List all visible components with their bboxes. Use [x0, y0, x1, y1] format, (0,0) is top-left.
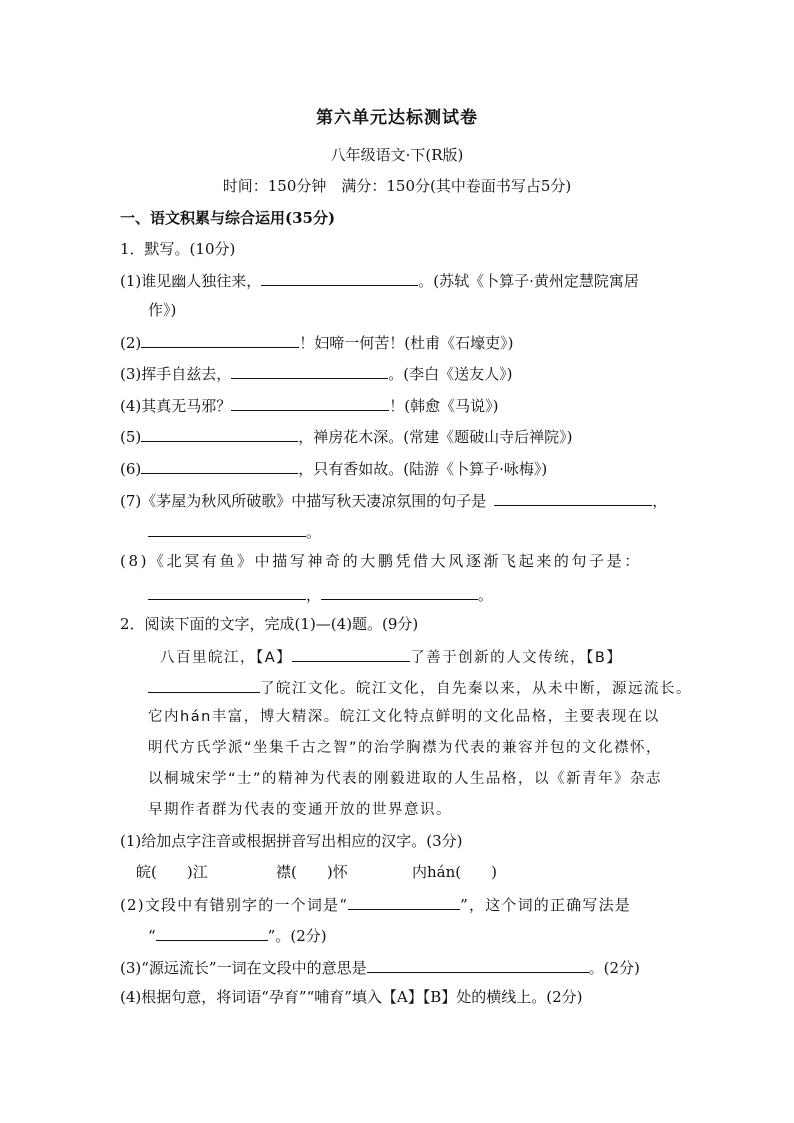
passage-line-1b: 了善于创新的人文传统，【B】	[410, 650, 623, 666]
answer-blank[interactable]	[348, 893, 460, 910]
answer-blank[interactable]	[321, 583, 478, 600]
q1-item-3	[120, 362, 512, 384]
q1-item-2-pre: (2)	[120, 334, 142, 352]
subtitle: 八年级语文·下(R版)	[330, 146, 464, 164]
answer-blank[interactable]	[156, 924, 268, 941]
q1-item-4-post: ！(韩愈《马说》)	[389, 397, 499, 415]
q2-sub-2	[120, 893, 631, 915]
q1-stem: 1．默写。(10分)	[120, 240, 236, 258]
q1-item-1-cont: 作》)	[148, 301, 177, 319]
section-heading: 一、语文积累与综合运用(35分)	[120, 209, 336, 227]
blank-a[interactable]	[292, 645, 410, 662]
q2-sub-2-cont	[148, 924, 327, 946]
q1-item-7	[120, 489, 667, 511]
q2-sub-2-mid: ”，这个词的正确写法是	[460, 896, 631, 914]
q1-item-8-cont	[148, 583, 493, 605]
exam-meta: 时间：150分钟 满分：150分(其中卷面书写占5分)	[222, 177, 572, 195]
answer-blank[interactable]	[148, 583, 306, 600]
q1-item-5-pre: (5)	[120, 428, 142, 446]
passage-line-4: 明代方氏学派“坐集千古之智”的治学胸襟为代表的兼容并包的文化襟怀，	[148, 740, 663, 756]
q2-sub-3-pre: (3)“源远流长”一词在文段中的意思是	[120, 959, 367, 977]
q2-sub-4: (4)根据句意，将词语“孕育”“哺育”填入【A】【B】处的横线上。(2分)	[120, 988, 583, 1006]
q1-item-2-post: ！妇啼一何苦！(杜甫《石壕吏》)	[299, 334, 514, 352]
q1-item-8-end: 。	[478, 586, 494, 604]
q2-sub-3-post: 。(2分)	[588, 959, 640, 977]
q1-item-4	[120, 394, 498, 416]
passage-line-1a: 八百里皖江，【A】	[160, 650, 293, 666]
q2-sub-3	[120, 956, 640, 978]
q1-item-1	[120, 269, 639, 291]
q1-item-8: (8)《北冥有鱼》中描写神奇的大鹏凭借大风逐渐飞起来的句子是：	[120, 552, 642, 570]
q2-sub-2-open: “	[148, 927, 156, 945]
answer-blank[interactable]	[231, 394, 389, 411]
q1-item-6-pre: (6)	[120, 460, 142, 478]
passage-line-3: 它内hán丰富，博大精深。皖江文化特点鲜明的文化品格，主要表现在以	[148, 709, 660, 725]
q1-item-1-pre: (1)谁见幽人独往来，	[120, 272, 262, 290]
passage-line-2	[148, 676, 692, 699]
answer-blank[interactable]	[261, 269, 418, 286]
q1-item-7-end: 。	[306, 523, 322, 541]
answer-blank[interactable]	[141, 457, 298, 474]
q1-item-3-pre: (3)挥手自兹去，	[120, 365, 232, 383]
q2-sub-1-item-a: 皖( )江	[136, 863, 208, 881]
passage-line-2b: 了皖江文化。皖江文化，自先秦以来，从未中断，源远流长。	[260, 681, 692, 697]
q2-sub-1: (1)给加点字注音或根据拼音写出相应的汉字。(3分)	[120, 832, 463, 850]
q2-sub-1-item-c: 内hán( )	[412, 863, 497, 881]
passage-line-5: 以桐城宋学“士”的精神为代表的刚毅进取的人生品格，以《新青年》杂志	[148, 771, 663, 787]
q1-item-3-post: 。(李白《送友人》)	[388, 365, 513, 383]
q1-item-2	[120, 331, 513, 353]
answer-blank[interactable]	[231, 362, 388, 379]
answer-blank[interactable]	[148, 520, 306, 537]
blank-b[interactable]	[148, 676, 260, 693]
q1-item-7-pre: (7)《茅屋为秋风所破歌》中描写秋天凄凉氛围的句子是	[120, 492, 487, 510]
q1-item-4-pre: (4)其真无马邪？	[120, 397, 232, 415]
q1-item-1-post: 。(苏轼《卜算子·黄州定慧院寓居	[418, 272, 639, 290]
q2-stem: 2．阅读下面的文字，完成(1)—(4)题。(9分)	[120, 615, 419, 633]
q1-item-7-post: ，	[652, 492, 668, 510]
answer-blank[interactable]	[141, 425, 298, 442]
q1-item-8-mid: ，	[306, 586, 322, 604]
q2-sub-1-item-b: 襟( )怀	[276, 863, 348, 881]
page-title: 第六单元达标测试卷	[316, 108, 478, 128]
q2-sub-2-post: ”。(2分)	[267, 927, 327, 945]
q2-sub-2-pre: (2)文段中有错别字的一个词是“	[120, 896, 349, 914]
q1-item-6	[120, 457, 547, 479]
passage-line-6: 早期作者群为代表的变通开放的世界意识。	[148, 802, 452, 818]
passage-line-1	[160, 645, 622, 668]
answer-blank[interactable]	[141, 331, 299, 348]
q1-item-5	[120, 425, 572, 447]
answer-blank[interactable]	[367, 956, 589, 973]
q1-item-7-cont	[148, 520, 321, 542]
q1-item-5-post: ，禅房花木深。(常建《题破山寺后禅院》)	[298, 428, 573, 446]
q1-item-6-post: ，只有香如故。(陆游《卜算子·咏梅》)	[298, 460, 548, 478]
answer-blank[interactable]	[494, 489, 652, 506]
